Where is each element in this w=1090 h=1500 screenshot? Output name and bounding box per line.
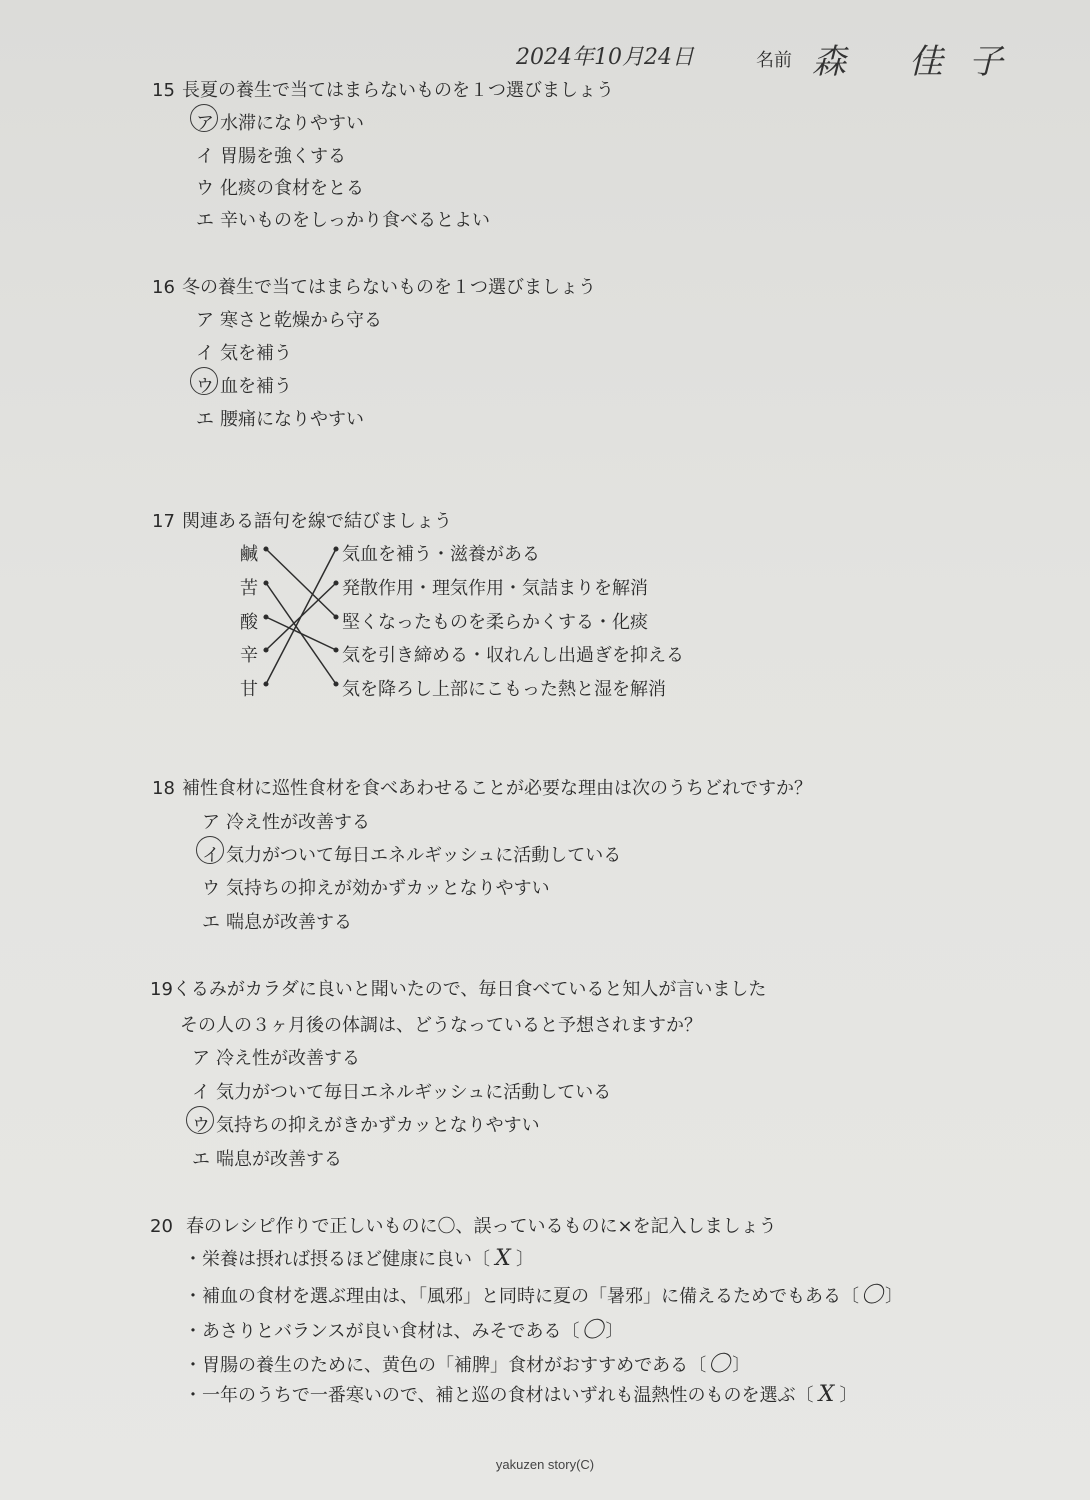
question-number: 15	[152, 80, 175, 101]
question-18-title	[152, 774, 812, 800]
q19-option-a	[186, 1044, 360, 1070]
question-number: 20	[150, 1216, 173, 1237]
answer-mark: 〇	[708, 1352, 731, 1377]
date-field: 2024年10月24日	[516, 45, 694, 70]
bracket-close: 〕	[605, 1321, 624, 1342]
name-label: 名前	[756, 50, 792, 71]
option-mark: エ	[202, 912, 220, 933]
question-text: くるみがカラダに良いと聞いたので、毎日食べていると知人が言いました	[172, 979, 767, 1000]
match-left-4: 辛	[240, 645, 258, 666]
option-mark: イ	[192, 1082, 210, 1103]
option-text: 寒さと乾燥から守る	[220, 310, 382, 331]
match-line	[266, 617, 336, 650]
question-text: 補性食材に巡性食材を食べあわせることが必要な理由は次のうちどれですか？	[182, 778, 812, 799]
q18-option-b	[196, 841, 621, 867]
match-left-5: 甘	[240, 679, 258, 700]
match-left-1: 鹹	[240, 544, 258, 565]
statement-text: ・一年のうちで一番寒いので、補と巡の食材はいずれも温熱性のものを選ぶ	[184, 1385, 796, 1406]
option-text: 血を補う	[220, 376, 292, 397]
option-mark: イ	[196, 343, 214, 364]
question-20-title	[150, 1212, 777, 1238]
match-left-3: 酸	[240, 612, 258, 633]
option-mark: ア	[196, 310, 214, 331]
statement-text: ・補血の食材を選ぶ理由は、「風邪」と同時に夏の「暑邪」に備えるためでもある	[184, 1286, 841, 1307]
option-text: 気持ちの抑えが効かずカッとなりやすい	[226, 878, 550, 899]
statement-text: ・胃腸の養生のために、黄色の「補脾」食材がおすすめである	[184, 1355, 689, 1376]
option-text: 水滞になりやすい	[220, 113, 364, 134]
match-right-2: 発散作用・理気作用・気詰まりを解消	[342, 578, 648, 599]
answer-mark: 〇	[581, 1318, 604, 1343]
option-mark: イ	[196, 146, 214, 167]
option-text: 気力がついて毎日エネルギッシュに活動している	[216, 1082, 612, 1103]
bracket-close: 〕	[839, 1385, 858, 1406]
q19-option-b	[186, 1078, 611, 1104]
option-text: 気持ちの抑えがきかずカッとなりやすい	[216, 1115, 540, 1136]
option-mark: ウ	[196, 178, 214, 199]
option-mark: ウ	[202, 878, 220, 899]
option-text: 冷え性が改善する	[226, 812, 370, 833]
option-mark: ア	[190, 109, 220, 135]
question-text: 冬の養生で当てはまらないものを１つ選びましょう	[182, 277, 596, 298]
option-mark: ア	[202, 812, 220, 833]
option-text: 胃腸を強くする	[220, 146, 346, 167]
option-text: 気を補う	[220, 343, 292, 364]
q19-option-d	[186, 1145, 342, 1171]
option-text: 化痰の食材をとる	[220, 178, 364, 199]
match-right-1: 気血を補う・滋養がある	[342, 544, 540, 565]
bracket-close: 〕	[885, 1286, 903, 1307]
answer-mark: X	[818, 1382, 835, 1407]
answer-mark: X	[495, 1246, 511, 1271]
option-text: 腰痛になりやすい	[220, 409, 364, 430]
match-line	[266, 549, 336, 617]
option-text: 冷え性が改善する	[216, 1048, 360, 1069]
question-text: 関連ある語句を線で結びましょう	[182, 511, 452, 532]
option-mark: ウ	[186, 1111, 216, 1137]
option-text: 喘息が改善する	[226, 912, 352, 933]
q20-item-3	[184, 1313, 623, 1344]
q19-option-c	[186, 1111, 540, 1137]
q18-option-a	[196, 808, 370, 834]
option-text: 辛いものをしっかり食べるとよい	[220, 210, 490, 231]
q20-item-1	[184, 1245, 534, 1271]
q20-item-4	[184, 1347, 750, 1378]
answer-mark: 〇	[860, 1283, 883, 1308]
option-text: 気力がついて毎日エネルギッシュに活動している	[226, 845, 622, 866]
option-mark: イ	[196, 841, 226, 867]
q20-item-2	[184, 1278, 903, 1309]
bracket-close: 〕	[732, 1355, 751, 1376]
name-value: 森 佳子	[812, 42, 1029, 82]
q20-item-5	[184, 1381, 857, 1407]
question-19-title	[150, 975, 766, 1001]
option-mark: エ	[192, 1149, 210, 1170]
bracket-open: 〔	[688, 1355, 707, 1376]
q18-option-c	[196, 874, 550, 900]
footer-copyright: yakuzen story(C)	[495, 1457, 595, 1472]
option-text: 喘息が改善する	[216, 1149, 342, 1170]
question-number: 19	[150, 979, 173, 1000]
bracket-open: 〔	[795, 1385, 814, 1406]
bracket-close: 〕	[516, 1249, 534, 1270]
match-right-5: 気を降ろし上部にこもった熱と湿を解消	[342, 679, 666, 700]
option-mark: エ	[196, 210, 214, 231]
statement-text: ・栄養は摂れば摂るほど健康に良い	[184, 1249, 472, 1270]
option-mark: エ	[196, 409, 214, 430]
question-number: 18	[152, 778, 175, 799]
question-number: 17	[152, 511, 175, 532]
question-19-subtitle: その人の３ヶ月後の体調は、どうなっていると予想されますか？	[180, 1015, 702, 1036]
bracket-open: 〔	[561, 1321, 580, 1342]
match-right-3: 堅くなったものを柔らかくする・化痰	[342, 612, 648, 633]
q18-option-d	[196, 908, 352, 934]
option-mark: ア	[192, 1048, 210, 1069]
match-left-2: 苦	[240, 578, 258, 599]
question-text: 長夏の養生で当てはまらないものを１つ選びましょう	[182, 80, 614, 101]
question-number: 16	[152, 277, 175, 298]
question-text: 春のレシピ作りで正しいものに〇、誤っているものに×を記入しましょう	[186, 1216, 777, 1237]
match-line	[266, 549, 336, 684]
bracket-open: 〔	[472, 1249, 490, 1270]
statement-text: ・あさりとバランスが良い食材は、みそである	[184, 1321, 562, 1342]
bracket-open: 〔	[841, 1286, 859, 1307]
option-mark: ウ	[190, 372, 220, 398]
match-right-4: 気を引き締める・収れんし出過ぎを抑える	[342, 645, 684, 666]
